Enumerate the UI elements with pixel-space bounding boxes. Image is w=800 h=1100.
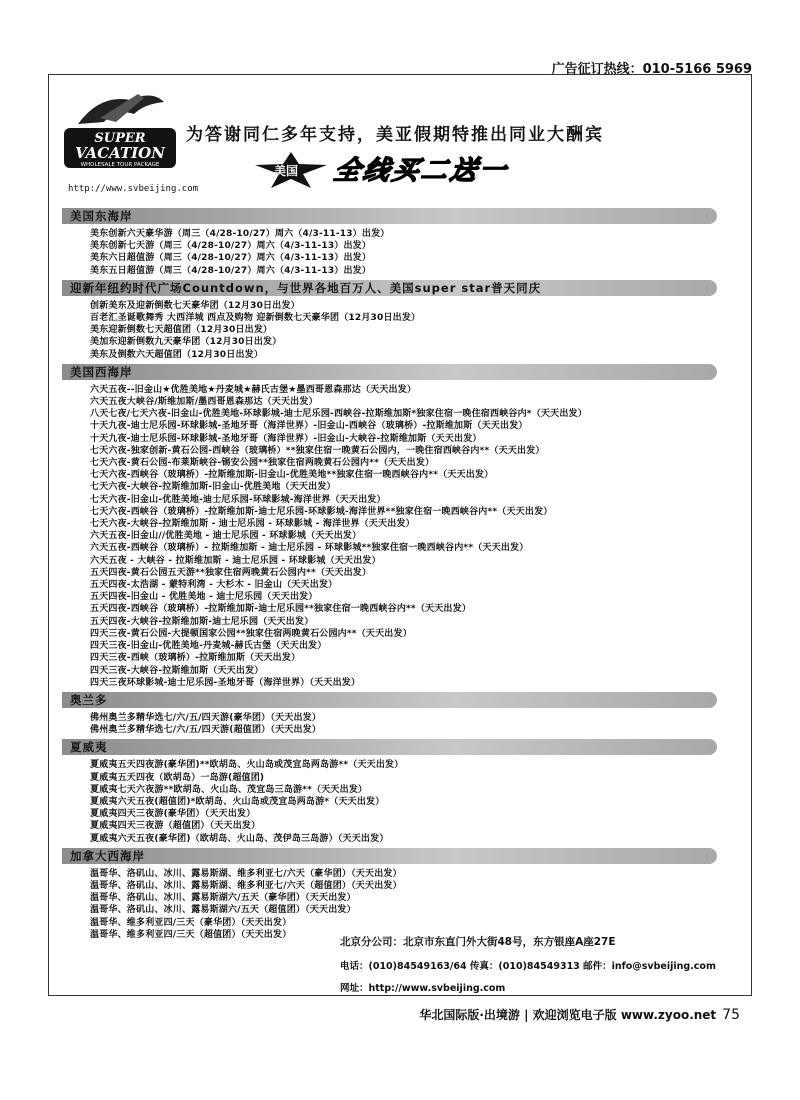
tour-item: 美东创新七天游（周三（4/28-10/27）周六（4/3-11-13）出发） [90, 241, 372, 252]
contact-phone: 电话：(010)84549163/64 传真：(010)84549313 邮件：info@svbeijing.com [340, 961, 716, 972]
tour-item: 创新美东及迎新倒数七天豪华团（12月30日出发） [90, 300, 300, 311]
tour-item: 四天三夜环球影城-迪士尼乐园-圣地牙哥（海洋世界）（天天出发） [90, 677, 361, 688]
tour-item: 五天四夜-大峡谷-拉斯维加斯-迪士尼乐园（天天出发） [90, 616, 314, 627]
tour-item: 美东及倒数六天超值团（12月30日出发） [90, 349, 264, 360]
tour-item: 六天五夜 - 大峡谷 - 拉斯维加斯 - 迪士尼乐园 - 环球影城（天天出发） [90, 555, 381, 566]
tour-item: 夏威夷五天四夜游(豪华团)**欧胡岛、火山岛或茂宜岛两岛游**（天天出发） [90, 760, 404, 771]
tour-item: 夏威夷六天五夜(豪华团)（欧胡岛、火山岛、茂伊岛三岛游）（天天出发） [90, 833, 389, 844]
tour-listing [62, 206, 717, 944]
tour-item: 八天七夜/七天六夜-旧金山-优胜美地-环球影城-迪士尼乐园-西峡谷-拉斯维加斯*独家住宿一晚住宿西峡谷内*（天天出发） [90, 409, 587, 420]
tour-item: 温哥华、洛矶山、冰川、露易斯湖六/五天（超值团）（天天出发） [90, 905, 356, 916]
tour-item: 七天六夜-西峡谷（玻璃桥）-拉斯维加斯-旧金山-优胜美地**独家住宿一晚西峡谷内**（天天出发） [90, 470, 494, 481]
super-vacation-logo [60, 84, 180, 180]
tour-item: 四天三夜-旧金山-优胜美地-丹麦城-赫氏古堡（天天出发） [90, 641, 327, 652]
logo-url: http://www.svbeijing.com [68, 184, 199, 194]
tour-item: 夏威夷四天三夜游(豪华团）（天天出发） [90, 809, 256, 820]
tour-item: 温哥华、洛矶山、冰川、露易斯湖六/五天（豪华团）（天天出发） [90, 893, 356, 904]
tour-item: 四天三夜-大峡谷-拉斯维加斯（天天出发） [90, 665, 264, 676]
section-header: 加拿大西海岸 [62, 848, 717, 864]
tour-item: 七天六夜-旧金山-优胜美地-迪士尼乐园-环球影城-海洋世界（天天出发） [90, 494, 386, 505]
section-items [62, 384, 717, 689]
tour-item: 美加东迎新倒数九天豪华团（12月30日出发） [90, 337, 282, 348]
tour-item: 夏威夷四天三夜游（超值团）（天天出发） [90, 821, 261, 832]
slogan: 全线买二送一 [331, 156, 512, 186]
tour-item: 七天六夜-黄石公园-布莱斯峡谷-锡安公园**独家住宿两晚黄石公园内**（天天出发） [90, 458, 435, 469]
badge-label: 美国 [274, 164, 299, 178]
tour-item: 四天三夜-黄石公园-大提顿国家公园**独家住宿两晚黄石公园内**（天天出发） [90, 628, 412, 639]
section-items [62, 868, 717, 941]
tour-item: 温哥华、洛矶山、冰川、露易斯湖、维多利亚七/六天（超值团）（天天出发） [90, 880, 402, 891]
tour-item: 十天九夜-迪士尼乐园-环球影城-圣地牙哥（海洋世界）-旧金山-西峡谷（玻璃桥）-拉斯维加斯（天天出发） [90, 421, 528, 432]
tour-item: 佛州奥兰多精华选七/六/五/四天游(超值团）（天天出发） [90, 725, 322, 736]
tour-item: 温哥华、维多利亚四/三天（豪华团）（天天出发） [90, 917, 292, 928]
tour-item: 六天五夜大峡谷/斯维加斯/墨西哥恩森那达（天天出发） [90, 397, 318, 408]
section-items [62, 712, 717, 736]
contact-branch: 北京分公司：北京市东直门外大街48号，东方银座A座27E [340, 936, 616, 948]
tour-item: 五天四夜-黄石公园五天游**独家住宿两晚黄石公园内**（天天出发） [90, 567, 372, 578]
tour-item: 六天五夜--旧金山★优胜美地★丹麦城★赫氏古堡★墨西哥恩森那达（天天出发） [90, 384, 417, 395]
section-header: 美国西海岸 [62, 364, 717, 380]
logo-text-line3: WHOLESALE TOUR PACKAGE [80, 162, 160, 168]
ad-hotline: 广告征订热线：010-5166 5969 [551, 62, 752, 77]
tour-item: 五天四夜-西峡谷（玻璃桥）-拉斯维加斯-迪士尼乐园**独家住宿一晚西峡谷内**（天天出发） [90, 604, 472, 615]
tour-item: 十天九夜-迪士尼乐园-环球影城-圣地牙哥（海洋世界）-旧金山-大峡谷-拉斯维加斯（天天出发） [90, 433, 482, 444]
section-header: 美国东海岸 [62, 208, 717, 224]
footer-text: 华北国际版·出境游 | 欢迎浏览电子版 www.zyoo.net [419, 1008, 717, 1022]
tour-item: 美东五日超值游（周三（4/28-10/27）周六（4/3-11-13）出发） [90, 265, 372, 276]
tour-item: 美东迎新倒数七天超值团（12月30日出发） [90, 325, 273, 336]
tour-item: 五天四夜-太浩湖 - 蒙特利湾 - 大杉木 - 旧金山（天天出发） [90, 580, 338, 591]
logo-text-line2: VACATION [75, 144, 165, 162]
section-items [62, 300, 717, 361]
tour-item: 温哥华、洛矶山、冰川、露易斯湖、维多利亚七/六天（豪华团）（天天出发） [90, 868, 402, 879]
section-header: 夏威夷 [62, 739, 717, 755]
tour-item: 佛州奥兰多精华选七/六/五/四天游(豪华团）（天天出发） [90, 712, 322, 723]
tour-item: 美东创新六天豪华游（周三（4/28-10/27）周六（4/3-11-13）出发） [90, 229, 390, 239]
tour-item: 夏威夷七天六夜游**欧胡岛、火山岛、茂宜岛三岛游**（天天出发） [90, 784, 368, 795]
tour-item: 六天五夜-西峡谷（玻璃桥）- 拉斯维加斯 - 迪士尼乐园 - 环球影城**独家住宿一晚西峡谷内**（天天出发） [90, 543, 529, 554]
tour-item: 六天五夜-旧金山//优胜美地 - 迪士尼乐园 - 环球影城（天天出发） [90, 531, 362, 542]
page-number: 75 [722, 1007, 740, 1023]
tour-item: 美东六日超值游（周三（4/28-10/27）周六（4/3-11-13）出发） [90, 253, 372, 264]
page-footer [419, 1006, 740, 1023]
tour-item: 四天三夜-西峡（玻璃桥）-拉斯维加斯（天天出发） [90, 653, 301, 664]
logo-text-line1: SUPER [94, 131, 146, 146]
tour-item: 七天六夜-独家创新-黄石公园-西峡谷（玻璃桥）**独家住宿一晚黄石公园内，一晚住宿西峡谷内**（天天出发） [90, 445, 545, 456]
tour-item: 七天六夜-大峡谷-拉斯维加斯 - 迪士尼乐园 - 环球影城 - 海洋世界（天天出发） [90, 519, 415, 530]
tour-item: 夏威夷五天四夜（欧胡岛）一岛游(超值团) [90, 772, 265, 783]
section-header: 迎新年纽约时代广场Countdown，与世界各地百万人、美国super star普天同庆 [62, 280, 717, 296]
tour-item: 七天六夜-大峡谷-拉斯维加斯-旧金山-优胜美地（天天出发） [90, 482, 336, 493]
tour-item: 夏威夷六天五夜(超值团)*欧胡岛、火山岛或茂宜岛两岛游*（天天出发） [90, 796, 385, 807]
tour-item: 温哥华、维多利亚四/三天（超值团）（天天出发） [90, 929, 292, 940]
headline: 为答谢同仁多年支持，美亚假期特推出同业大酬宾 [186, 125, 604, 145]
section-header: 奥兰多 [62, 692, 717, 708]
contact-web: 网址：http://www.svbeijing.com [340, 983, 506, 994]
section-items [62, 759, 717, 844]
tour-item: 七天六夜-西峡谷（玻璃桥）-拉斯维加斯-迪士尼乐园-环球影城-海洋世界**独家住宿一晚西峡谷内**（天天出发） [90, 506, 553, 517]
tour-item: 百老汇圣诞歌舞秀 大西洋城 西点及购物 迎新倒数七天豪华团（12月30日出发） [90, 313, 421, 324]
tour-item: 五天四夜-旧金山 - 优胜美地 - 迪士尼乐园（天天出发） [90, 592, 318, 603]
section-items [62, 228, 717, 277]
